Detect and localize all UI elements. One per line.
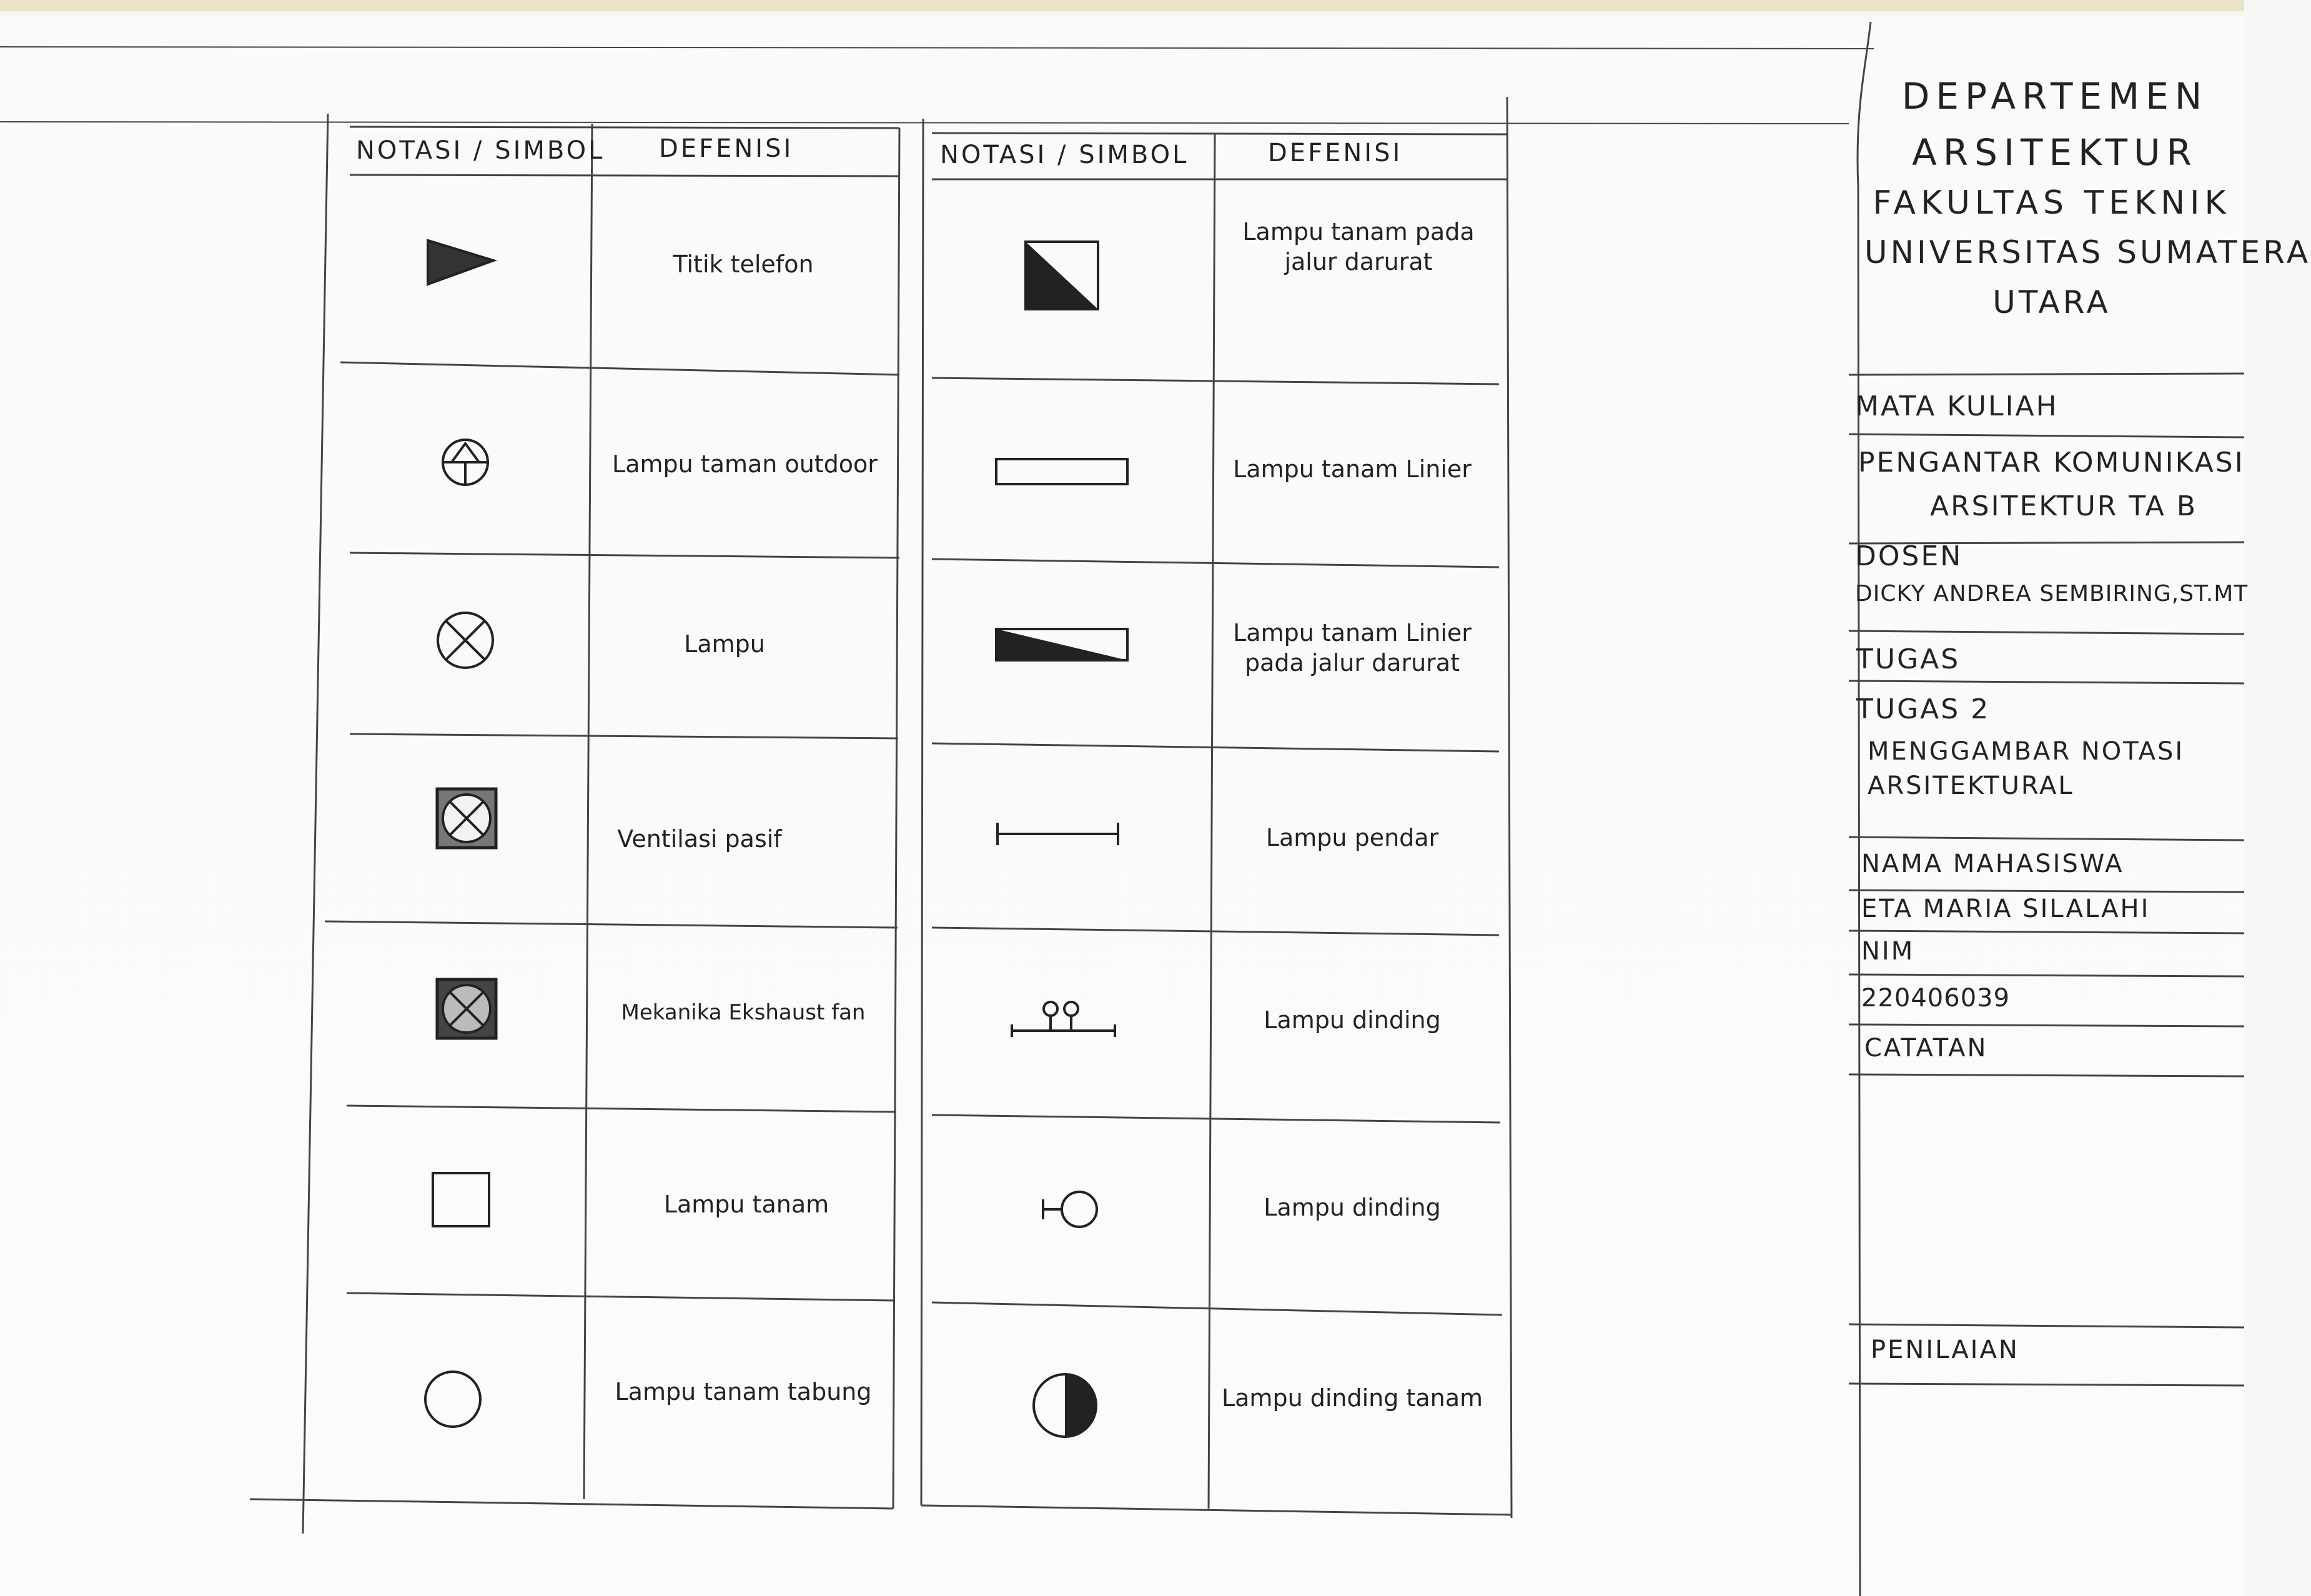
task-description-2: ARSITEKTURAL xyxy=(1868,771,2074,800)
university-title-2: UTARA xyxy=(1992,284,2111,320)
right-definition-5: Lampu dinding xyxy=(1264,1006,1441,1034)
left-definition-3: Lampu xyxy=(684,630,765,658)
right-definition-6: Lampu dinding xyxy=(1264,1194,1441,1221)
outdoor-lamp-icon xyxy=(434,431,497,493)
wall-lamp-icon xyxy=(1037,1181,1112,1237)
grade-label: PENILAIAN xyxy=(1871,1336,2019,1364)
right-definition-3: Lampu tanam Linier pada jalur darurat xyxy=(1233,619,1472,677)
notes-label: CATATAN xyxy=(1864,1034,1988,1063)
right-header-definition: DEFENISI xyxy=(1268,139,1403,167)
recessed-lamp-square-icon xyxy=(427,1167,495,1236)
faculty-title: FAKULTAS TEKNIK xyxy=(1873,184,2231,222)
left-definition-7: Lampu tanam tabung xyxy=(615,1378,872,1405)
course-label: MATA KULIAH xyxy=(1855,390,2059,422)
lamp-icon xyxy=(431,606,500,675)
student-name: ETA MARIA SILALAHI xyxy=(1861,895,2150,923)
left-definition-4: Ventilasi pasif xyxy=(617,825,782,853)
lecturer-label: DOSEN xyxy=(1855,540,1963,572)
department-title: DEPARTEMEN xyxy=(1901,75,2209,117)
emergency-recessed-lamp-icon xyxy=(1018,234,1106,315)
wall-lamp-double-icon xyxy=(1006,993,1124,1043)
course-name: PENGANTAR KOMUNIKASI xyxy=(1858,447,2245,478)
task-description: MENGGAMBAR NOTASI xyxy=(1868,737,2185,766)
right-header-symbol: NOTASI / SIMBOL xyxy=(940,141,1189,169)
tube-lamp-circle-icon xyxy=(415,1362,490,1437)
emergency-linear-lamp-icon xyxy=(990,622,1134,668)
right-definition-4: Lampu pendar xyxy=(1265,824,1439,851)
exhaust-fan-icon xyxy=(432,974,501,1043)
nim-label: NIM xyxy=(1861,937,1915,966)
left-definition-6: Lampu tanam xyxy=(663,1191,829,1218)
course-name-2: ARSITEKTUR TA B xyxy=(1930,490,2198,522)
left-definition-1: Titik telefon xyxy=(673,250,814,278)
right-definition-7: Lampu dinding tanam xyxy=(1221,1384,1483,1412)
left-definition-2: Lampu taman outdoor xyxy=(612,450,878,478)
task-label: TUGAS xyxy=(1856,643,1961,675)
department-title-2: ARSITEKTUR xyxy=(1912,131,2198,174)
recessed-wall-lamp-icon xyxy=(1024,1365,1106,1446)
left-header-symbol: NOTASI / SIMBOL xyxy=(356,136,605,165)
nim-value: 220406039 xyxy=(1861,984,2011,1013)
university-title: UNIVERSITAS SUMATERA xyxy=(1864,234,2311,270)
fluorescent-lamp-icon xyxy=(990,815,1127,853)
left-header-definition: DEFENISI xyxy=(659,134,794,163)
telephone-triangle-icon xyxy=(412,231,500,294)
lecturer-name: DICKY ANDREA SEMBIRING,ST.MT xyxy=(1855,581,2249,607)
task-name: TUGAS 2 xyxy=(1856,693,1991,725)
right-definition-1: Lampu tanam pada jalur darurat xyxy=(1242,218,1475,275)
student-label: NAMA MAHASISWA xyxy=(1861,850,2124,878)
passive-vent-icon xyxy=(432,784,501,853)
right-definition-2: Lampu tanam Linier xyxy=(1233,455,1472,483)
left-definition-5: Mekanika Ekshaust fan xyxy=(621,1000,866,1025)
linear-recessed-lamp-icon xyxy=(990,450,1134,493)
